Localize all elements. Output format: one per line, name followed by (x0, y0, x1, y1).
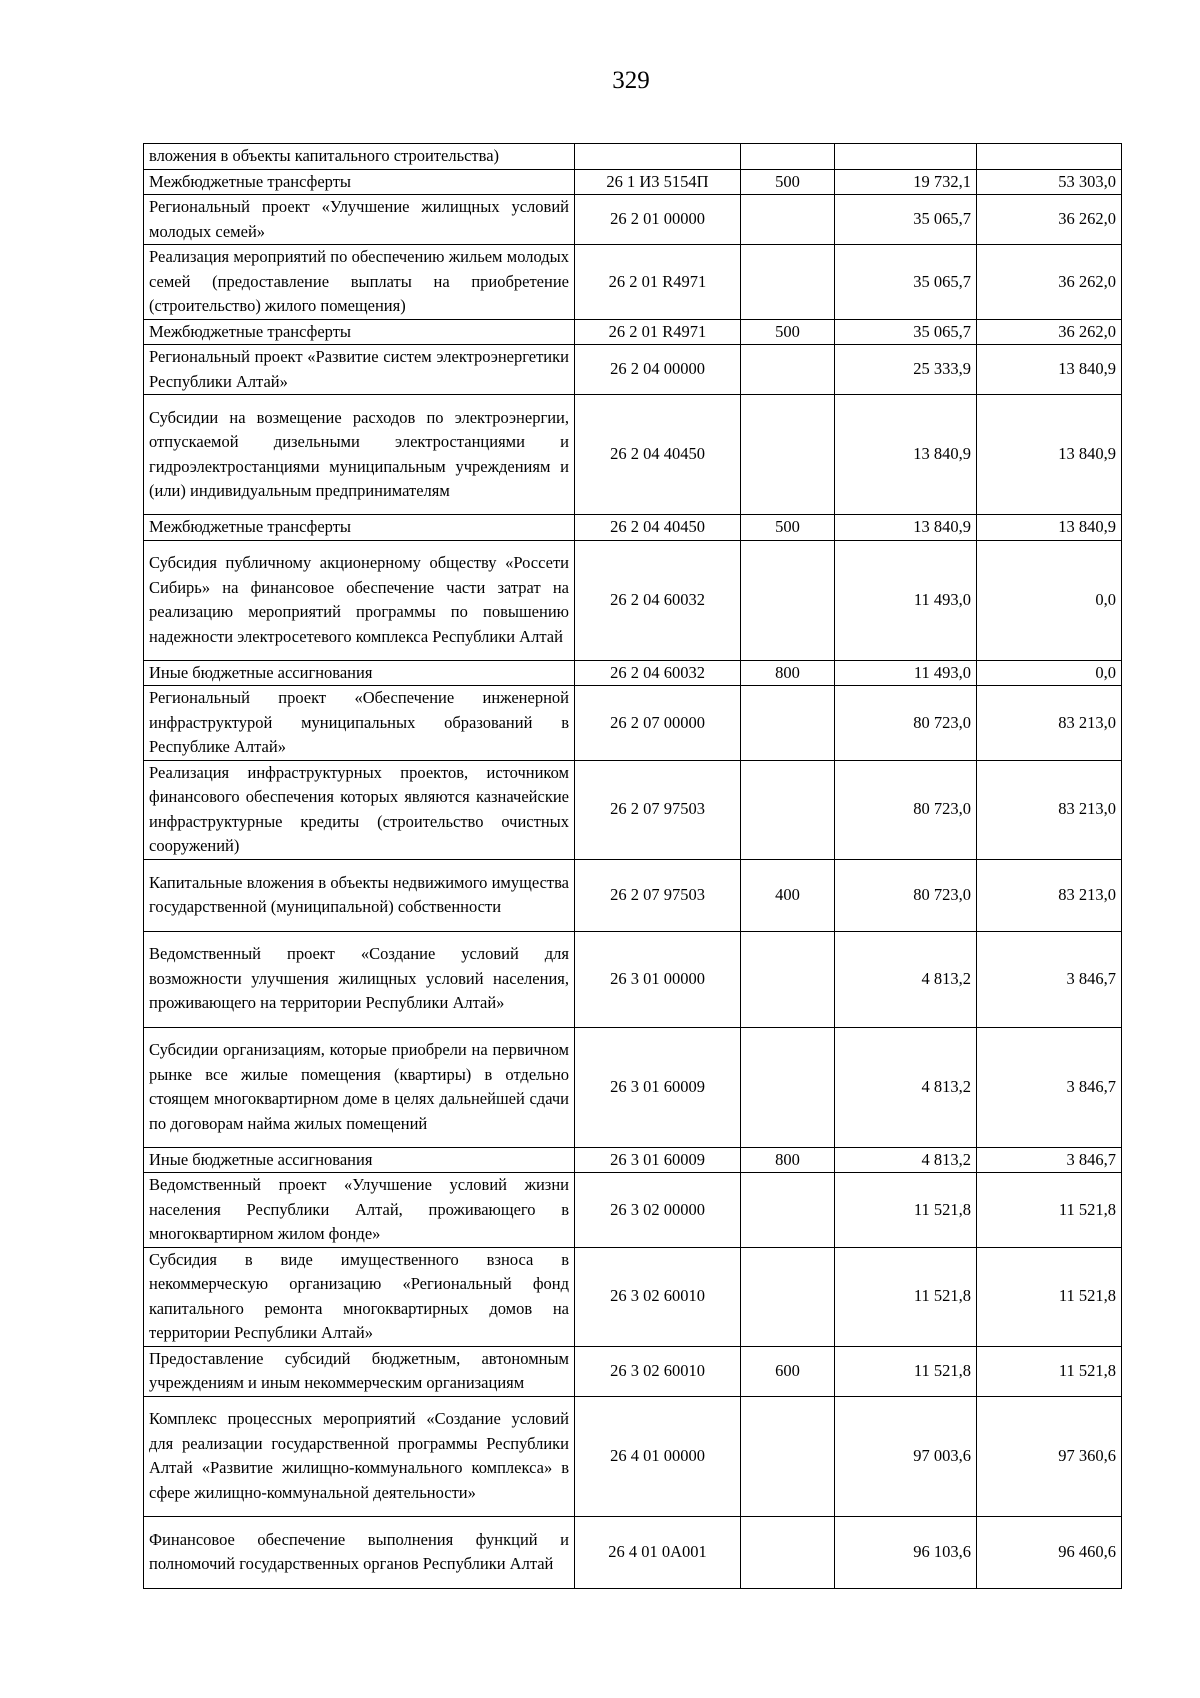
expense-type-code-cell (741, 1516, 835, 1588)
amount-year2-cell: 3 846,7 (977, 1027, 1122, 1147)
amount-year1-cell: 25 333,9 (835, 345, 977, 395)
amount-year1-cell: 97 003,6 (835, 1396, 977, 1516)
target-article-code-cell: 26 2 04 40450 (575, 395, 741, 515)
target-article-code-cell: 26 2 01 00000 (575, 195, 741, 245)
target-article-code-cell: 26 2 07 00000 (575, 686, 741, 761)
expense-type-code-cell (741, 395, 835, 515)
item-name-cell: Иные бюджетные ассигнования (144, 1147, 575, 1173)
target-article-code-cell: 26 3 02 00000 (575, 1173, 741, 1248)
target-article-code-cell: 26 2 01 R4971 (575, 319, 741, 345)
expense-type-code-cell (741, 144, 835, 170)
expense-type-code-cell: 500 (741, 169, 835, 195)
target-article-code-cell (575, 144, 741, 170)
amount-year1-cell: 11 493,0 (835, 660, 977, 686)
expense-type-code-cell (741, 195, 835, 245)
item-name-cell: Региональный проект «Улучшение жилищных условий молодых семей» (144, 195, 575, 245)
item-name-cell: Субсидия публичному акционерному обществу «Россети Сибирь» на финансовое обеспечение части затрат на реализацию мероприятий программы по повышению надежности электросетевого комплекса Республики Алтай (144, 540, 575, 660)
amount-year1-cell (835, 144, 977, 170)
amount-year2-cell (977, 144, 1122, 170)
target-article-code-cell: 26 3 02 60010 (575, 1346, 741, 1396)
item-name-cell: вложения в объекты капитального строительства) (144, 144, 575, 170)
amount-year2-cell: 0,0 (977, 540, 1122, 660)
amount-year1-cell: 35 065,7 (835, 245, 977, 320)
item-name-cell: Предоставление субсидий бюджетным, автономным учреждениям и иным некоммерческим организациям (144, 1346, 575, 1396)
table-row (144, 515, 1122, 541)
target-article-code-cell: 26 3 01 60009 (575, 1027, 741, 1147)
table-row (144, 144, 1122, 170)
expense-type-code-cell (741, 931, 835, 1027)
expense-type-code-cell (741, 1027, 835, 1147)
table-row (144, 760, 1122, 859)
target-article-code-cell: 26 3 01 60009 (575, 1147, 741, 1173)
target-article-code-cell: 26 3 02 60010 (575, 1247, 741, 1346)
item-name-cell: Комплекс процессных мероприятий «Создание условий для реализации государственной программы Республики Алтай «Развитие жилищно-коммунального комплекса» в сфере жилищно-коммунальной деятельности» (144, 1396, 575, 1516)
target-article-code-cell: 26 2 04 40450 (575, 515, 741, 541)
amount-year1-cell: 80 723,0 (835, 686, 977, 761)
item-name-cell: Реализация мероприятий по обеспечению жильем молодых семей (предоставление выплаты на приобретение (строительство) жилого помещения) (144, 245, 575, 320)
amount-year1-cell: 80 723,0 (835, 760, 977, 859)
target-article-code-cell: 26 2 04 60032 (575, 540, 741, 660)
item-name-cell: Субсидии организациям, которые приобрели на первичном рынке все жилые помещения (квартиры) в отдельно стоящем многоквартирном доме в целях дальнейшей сдачи по договорам найма жилых помещений (144, 1027, 575, 1147)
item-name-cell: Реализация инфраструктурных проектов, источником финансового обеспечения которых являются казначейские инфраструктурные кредиты (строительство очистных сооружений) (144, 760, 575, 859)
amount-year1-cell: 19 732,1 (835, 169, 977, 195)
amount-year2-cell: 0,0 (977, 660, 1122, 686)
table-row (144, 319, 1122, 345)
table-row (144, 345, 1122, 395)
expense-type-code-cell: 600 (741, 1346, 835, 1396)
budget-table (143, 143, 1122, 1589)
table-row (144, 540, 1122, 660)
table-row (144, 931, 1122, 1027)
table-row (144, 1247, 1122, 1346)
item-name-cell: Иные бюджетные ассигнования (144, 660, 575, 686)
target-article-code-cell: 26 1 И3 5154П (575, 169, 741, 195)
table-row (144, 1173, 1122, 1248)
amount-year1-cell: 13 840,9 (835, 395, 977, 515)
table-row (144, 245, 1122, 320)
expense-type-code-cell (741, 540, 835, 660)
item-name-cell: Субсидии на возмещение расходов по электроэнергии, отпускаемой дизельными электростанциями и гидроэлектростанциями муниципальным учреждениям и (или) индивидуальным предпринимателям (144, 395, 575, 515)
amount-year2-cell: 3 846,7 (977, 931, 1122, 1027)
amount-year2-cell: 97 360,6 (977, 1396, 1122, 1516)
target-article-code-cell: 26 3 01 00000 (575, 931, 741, 1027)
expense-type-code-cell: 500 (741, 319, 835, 345)
table-row (144, 169, 1122, 195)
amount-year2-cell: 83 213,0 (977, 760, 1122, 859)
amount-year1-cell: 11 521,8 (835, 1346, 977, 1396)
expense-type-code-cell: 500 (741, 515, 835, 541)
target-article-code-cell: 26 2 04 60032 (575, 660, 741, 686)
item-name-cell: Региональный проект «Обеспечение инженерной инфраструктурой муниципальных образований в Республике Алтай» (144, 686, 575, 761)
item-name-cell: Межбюджетные трансферты (144, 319, 575, 345)
amount-year2-cell: 11 521,8 (977, 1247, 1122, 1346)
page-number: 329 (612, 67, 650, 94)
expense-type-code-cell (741, 245, 835, 320)
amount-year2-cell: 11 521,8 (977, 1346, 1122, 1396)
item-name-cell: Капитальные вложения в объекты недвижимого имущества государственной (муниципальной) собственности (144, 859, 575, 931)
amount-year1-cell: 35 065,7 (835, 195, 977, 245)
table-row (144, 1396, 1122, 1516)
expense-type-code-cell: 800 (741, 1147, 835, 1173)
amount-year1-cell: 4 813,2 (835, 1027, 977, 1147)
expense-type-code-cell: 400 (741, 859, 835, 931)
expense-type-code-cell (741, 686, 835, 761)
target-article-code-cell: 26 2 04 00000 (575, 345, 741, 395)
expense-type-code-cell: 800 (741, 660, 835, 686)
amount-year1-cell: 11 521,8 (835, 1247, 977, 1346)
table-row (144, 686, 1122, 761)
target-article-code-cell: 26 4 01 0А001 (575, 1516, 741, 1588)
item-name-cell: Финансовое обеспечение выполнения функций и полномочий государственных органов Республики Алтай (144, 1516, 575, 1588)
item-name-cell: Ведомственный проект «Создание условий для возможности улучшения жилищных условий населения, проживающего на территории Республики Алтай» (144, 931, 575, 1027)
amount-year1-cell: 13 840,9 (835, 515, 977, 541)
amount-year1-cell: 4 813,2 (835, 931, 977, 1027)
amount-year2-cell: 3 846,7 (977, 1147, 1122, 1173)
item-name-cell: Межбюджетные трансферты (144, 515, 575, 541)
amount-year1-cell: 96 103,6 (835, 1516, 977, 1588)
item-name-cell: Региональный проект «Развитие систем электроэнергетики Республики Алтай» (144, 345, 575, 395)
table-row (144, 1027, 1122, 1147)
amount-year2-cell: 36 262,0 (977, 195, 1122, 245)
amount-year2-cell: 53 303,0 (977, 169, 1122, 195)
table-row (144, 660, 1122, 686)
table-row (144, 1516, 1122, 1588)
expense-type-code-cell (741, 1396, 835, 1516)
target-article-code-cell: 26 2 07 97503 (575, 859, 741, 931)
expense-type-code-cell (741, 345, 835, 395)
target-article-code-cell: 26 2 01 R4971 (575, 245, 741, 320)
amount-year1-cell: 11 521,8 (835, 1173, 977, 1248)
amount-year2-cell: 36 262,0 (977, 245, 1122, 320)
amount-year2-cell: 96 460,6 (977, 1516, 1122, 1588)
amount-year1-cell: 80 723,0 (835, 859, 977, 931)
item-name-cell: Межбюджетные трансферты (144, 169, 575, 195)
amount-year2-cell: 36 262,0 (977, 319, 1122, 345)
amount-year1-cell: 11 493,0 (835, 540, 977, 660)
table-row (144, 395, 1122, 515)
target-article-code-cell: 26 4 01 00000 (575, 1396, 741, 1516)
target-article-code-cell: 26 2 07 97503 (575, 760, 741, 859)
item-name-cell: Ведомственный проект «Улучшение условий жизни населения Республики Алтай, проживающего в многоквартирном жилом фонде» (144, 1173, 575, 1248)
amount-year2-cell: 13 840,9 (977, 395, 1122, 515)
amount-year1-cell: 4 813,2 (835, 1147, 977, 1173)
amount-year2-cell: 83 213,0 (977, 686, 1122, 761)
item-name-cell: Субсидия в виде имущественного взноса в некоммерческую организацию «Региональный фонд капитального ремонта многоквартирных домов на территории Республики Алтай» (144, 1247, 575, 1346)
expense-type-code-cell (741, 1173, 835, 1248)
table-row (144, 195, 1122, 245)
amount-year2-cell: 83 213,0 (977, 859, 1122, 931)
amount-year2-cell: 13 840,9 (977, 345, 1122, 395)
table-row (144, 1346, 1122, 1396)
amount-year1-cell: 35 065,7 (835, 319, 977, 345)
expense-type-code-cell (741, 1247, 835, 1346)
table-row (144, 859, 1122, 931)
expense-type-code-cell (741, 760, 835, 859)
amount-year2-cell: 13 840,9 (977, 515, 1122, 541)
amount-year2-cell: 11 521,8 (977, 1173, 1122, 1248)
budget-table-body (144, 144, 1122, 1589)
table-row (144, 1147, 1122, 1173)
